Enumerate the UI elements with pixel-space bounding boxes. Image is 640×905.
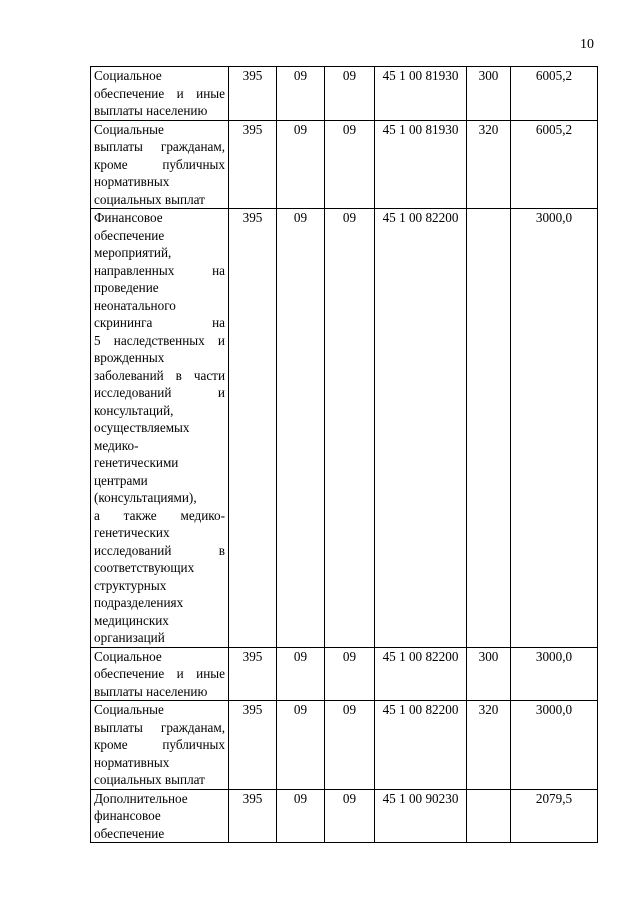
row-name-line: а также медико-: [94, 507, 225, 523]
row-name-line: социальных выплат: [94, 191, 205, 207]
row-name-line: Социальные: [94, 702, 164, 717]
amount-cell: 3000,0: [511, 647, 598, 701]
row-name-line: Социальные: [94, 121, 164, 137]
row-name-line: выплаты населению: [94, 103, 208, 118]
expense-type-cell: [467, 789, 511, 843]
row-name-line: генетическими: [94, 455, 179, 470]
row-name-cell: [91, 647, 229, 701]
subsection-code-cell: 09: [325, 209, 375, 648]
target-article-cell: 45 1 00 90230: [375, 789, 467, 843]
row-name-line: направленных на: [94, 262, 225, 278]
row-name-line: заболеваний в части: [94, 367, 225, 383]
section-code-cell: 09: [277, 789, 325, 843]
table-row: [91, 120, 598, 209]
row-name-line: социальных выплат: [94, 772, 205, 787]
row-name-line: организаций: [94, 630, 165, 645]
row-name-line: мероприятий,: [94, 245, 172, 260]
row-name-line: соответствующих: [94, 560, 195, 575]
row-name-line: Финансовое: [94, 210, 163, 225]
row-name-line: обеспечение и иные: [94, 666, 225, 681]
amount-cell: 6005,2: [511, 67, 598, 121]
target-article-cell: 45 1 00 81930: [375, 67, 467, 121]
amount-cell: 6005,2: [511, 120, 598, 209]
ministry-code-cell: 395: [229, 120, 277, 209]
expense-type-cell: [467, 209, 511, 648]
row-name-cell: [91, 209, 229, 648]
section-code-cell: 09: [277, 120, 325, 209]
table-row: [91, 789, 598, 843]
section-code-cell: 09: [277, 209, 325, 648]
row-name-line: нормативных: [94, 174, 170, 189]
row-name-line: генетических: [94, 525, 170, 540]
row-name-line: обеспечение: [94, 227, 165, 243]
table-row: [91, 209, 598, 648]
row-name-line: осуществляемых: [94, 420, 190, 435]
subsection-code-cell: 09: [325, 647, 375, 701]
target-article-cell: 45 1 00 81930: [375, 120, 467, 209]
row-name-line: нормативных: [94, 754, 170, 770]
expense-type-cell: 300: [467, 67, 511, 121]
target-article-cell: 45 1 00 82200: [375, 701, 467, 790]
ministry-code-cell: 395: [229, 647, 277, 701]
row-name-line: врожденных: [94, 350, 165, 365]
row-name-line: исследований в: [94, 542, 225, 558]
section-code-cell: 09: [277, 701, 325, 790]
expense-type-cell: 300: [467, 647, 511, 701]
row-name-line: обеспечение и иные: [94, 85, 225, 101]
row-name-line: выплаты гражданам,: [94, 719, 225, 735]
row-name-line: кроме публичных: [94, 156, 225, 172]
amount-cell: 2079,5: [511, 789, 598, 843]
row-name-line: выплаты населению: [94, 683, 208, 699]
ministry-code-cell: 395: [229, 701, 277, 790]
subsection-code-cell: 09: [325, 701, 375, 790]
row-name-line: (консультациями),: [94, 490, 197, 505]
row-name-line: неонатального: [94, 297, 176, 313]
row-name-cell: [91, 67, 229, 121]
row-name-cell: [91, 789, 229, 843]
budget-table: [90, 66, 598, 843]
section-code-cell: 09: [277, 647, 325, 701]
row-name-line: выплаты гражданам,: [94, 139, 225, 154]
row-name-line: медицинских: [94, 612, 169, 628]
row-name-line: центрами: [94, 472, 148, 488]
table-row: [91, 647, 598, 701]
row-name-line: кроме публичных: [94, 737, 225, 752]
row-name-line: медико-: [94, 437, 139, 453]
row-name-line: подразделениях: [94, 595, 184, 610]
row-name-line: структурных: [94, 577, 167, 593]
table-row: [91, 701, 598, 790]
target-article-cell: 45 1 00 82200: [375, 209, 467, 648]
ministry-code-cell: 395: [229, 789, 277, 843]
subsection-code-cell: 09: [325, 789, 375, 843]
ministry-code-cell: 395: [229, 67, 277, 121]
expense-type-cell: 320: [467, 701, 511, 790]
amount-cell: 3000,0: [511, 209, 598, 648]
target-article-cell: 45 1 00 82200: [375, 647, 467, 701]
section-code-cell: 09: [277, 67, 325, 121]
amount-cell: 3000,0: [511, 701, 598, 790]
row-name-line: проведение: [94, 280, 159, 295]
subsection-code-cell: 09: [325, 120, 375, 209]
page-number: 10: [580, 37, 594, 52]
row-name-line: консультаций,: [94, 402, 174, 418]
row-name-line: 5 наследственных и: [94, 332, 225, 348]
row-name-cell: [91, 701, 229, 790]
subsection-code-cell: 09: [325, 67, 375, 121]
row-name-line: Дополнительное: [94, 790, 188, 806]
row-name-line: исследований и: [94, 385, 225, 400]
row-name-line: Социальное: [94, 648, 162, 664]
row-name-cell: [91, 120, 229, 209]
row-name-line: Социальное: [94, 68, 162, 83]
expense-type-cell: 320: [467, 120, 511, 209]
row-name-line: финансовое: [94, 808, 161, 823]
ministry-code-cell: 395: [229, 209, 277, 648]
row-name-line: обеспечение: [94, 825, 165, 841]
table-row: [91, 67, 598, 121]
row-name-line: скрининга на: [94, 315, 225, 330]
